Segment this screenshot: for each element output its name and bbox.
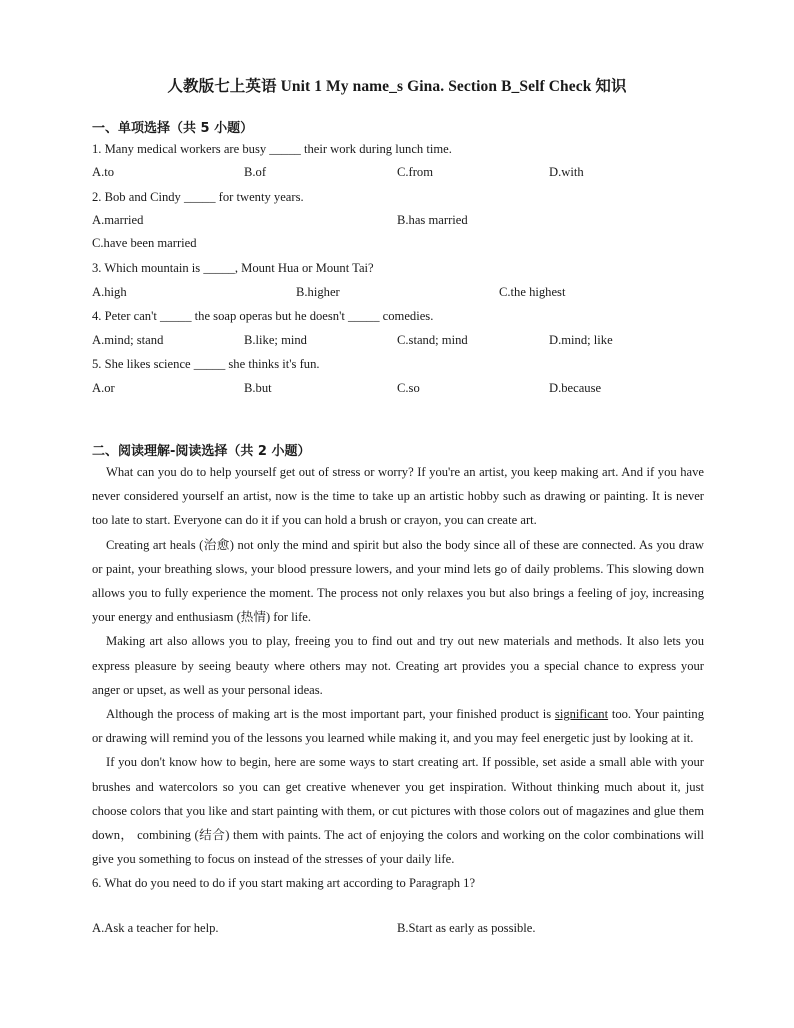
section-heading-single-choice: 一、单项选择（共 5 小题） <box>92 121 254 136</box>
option-c: C.have been married <box>92 236 197 250</box>
option-c: C.from <box>397 165 434 179</box>
question-stem: 4. Peter can't _____ the soap operas but he doesn't _____ comedies. <box>92 309 434 323</box>
question-stem: 3. Which mountain is _____, Mount Hua or Mount Tai? <box>92 261 374 275</box>
paragraph-4-text-b: too. Your painting or drawing will remind you of the lessons you learned while making it, and you may feel energetic just by looking at it. <box>92 707 704 746</box>
question-stem: 1. Many medical workers are busy _____ their work during lunch time. <box>92 142 452 156</box>
paragraph-4-text-a: Although the process of making art is the most important part, your finished product is <box>106 707 555 722</box>
document-title: 人教版七上英语 Unit 1 My name_s Gina. Section B_Self Check 知识 <box>167 78 627 95</box>
paragraph-2 <box>92 533 704 630</box>
question-6-stem: 6. What do you need to do if you start making art according to Paragraph 1? <box>92 876 476 891</box>
option-b: B.has married <box>397 213 468 227</box>
option-d: D.with <box>549 165 584 179</box>
option-a: A.or <box>92 381 115 395</box>
paragraph-2-text: Creating art heals (治愈) not only the mind and spirit but also the body since all of these are connected. As you draw or paint, your breathing slows, your blood pressure lowers, and your mind lets go of daily problems. This slowing down allows you to fully experience the moment. The process not only relaxes you but also brings a feeling of joy, increasing your energy and enthusiasm (热情) for life. <box>92 537 704 625</box>
reading-passage <box>92 460 704 896</box>
option-c: C.so <box>397 381 420 395</box>
paragraph-4 <box>92 702 704 750</box>
option-a: A.mind; stand <box>92 333 164 347</box>
option-d: D.because <box>549 381 602 395</box>
option-c: C.the highest <box>499 285 566 299</box>
question-stem: 2. Bob and Cindy _____ for twenty years. <box>92 190 304 204</box>
paragraph-1-text: What can you do to help yourself get out of stress or worry? If you're an artist, you keep making art. And if you have never considered yourself an artist, now is the time to take up an artistic hobby such as drawing or painting. It is never too late to start. Everyone can do it if you can hold a brush or crayon, you can create art. <box>92 465 704 528</box>
option-b: B.but <box>244 381 272 395</box>
paragraph-5 <box>92 750 704 871</box>
paragraph-3 <box>92 629 704 702</box>
option-a: A.high <box>92 285 127 299</box>
question-stem: 5. She likes science _____ she thinks it's fun. <box>92 357 320 371</box>
option-a: A.married <box>92 213 144 227</box>
option-b: B.Start as early as possible. <box>397 921 536 935</box>
option-d: D.mind; like <box>549 333 613 347</box>
paragraph-1 <box>92 460 704 533</box>
option-a: A.Ask a teacher for help. <box>92 921 219 935</box>
paragraph-5-text: If you don't know how to begin, here are some ways to start creating art. If possible, set aside a small able with your brushes and watercolors so you can get creative whenever you get inspiration. Without thinking much about it, just choose colors that you like and start painting with them, or cut pictures with those colors out of magazines and glue them down， combining (结合) them with paints. The act of enjoying the colors and working on the color combinations will give you something to focus on instead of the stresses of your daily life. <box>92 755 704 867</box>
option-a: A.to <box>92 165 115 179</box>
option-b: B.higher <box>296 285 340 299</box>
section-heading-reading: 二、阅读理解-阅读选择（共 2 小题） <box>92 444 311 459</box>
underlined-word: significant <box>554 707 609 722</box>
option-b: B.like; mind <box>244 333 307 347</box>
paragraph-3-text: Making art also allows you to play, freeing you to find out and try out new materials and methods. It also lets you express pleasure by seeing beauty where others may not. Creating art provides you a special chance to express your anger or upset, as well as your personal ideas. <box>92 634 704 697</box>
option-b: B.of <box>244 165 267 179</box>
option-c: C.stand; mind <box>397 333 468 347</box>
